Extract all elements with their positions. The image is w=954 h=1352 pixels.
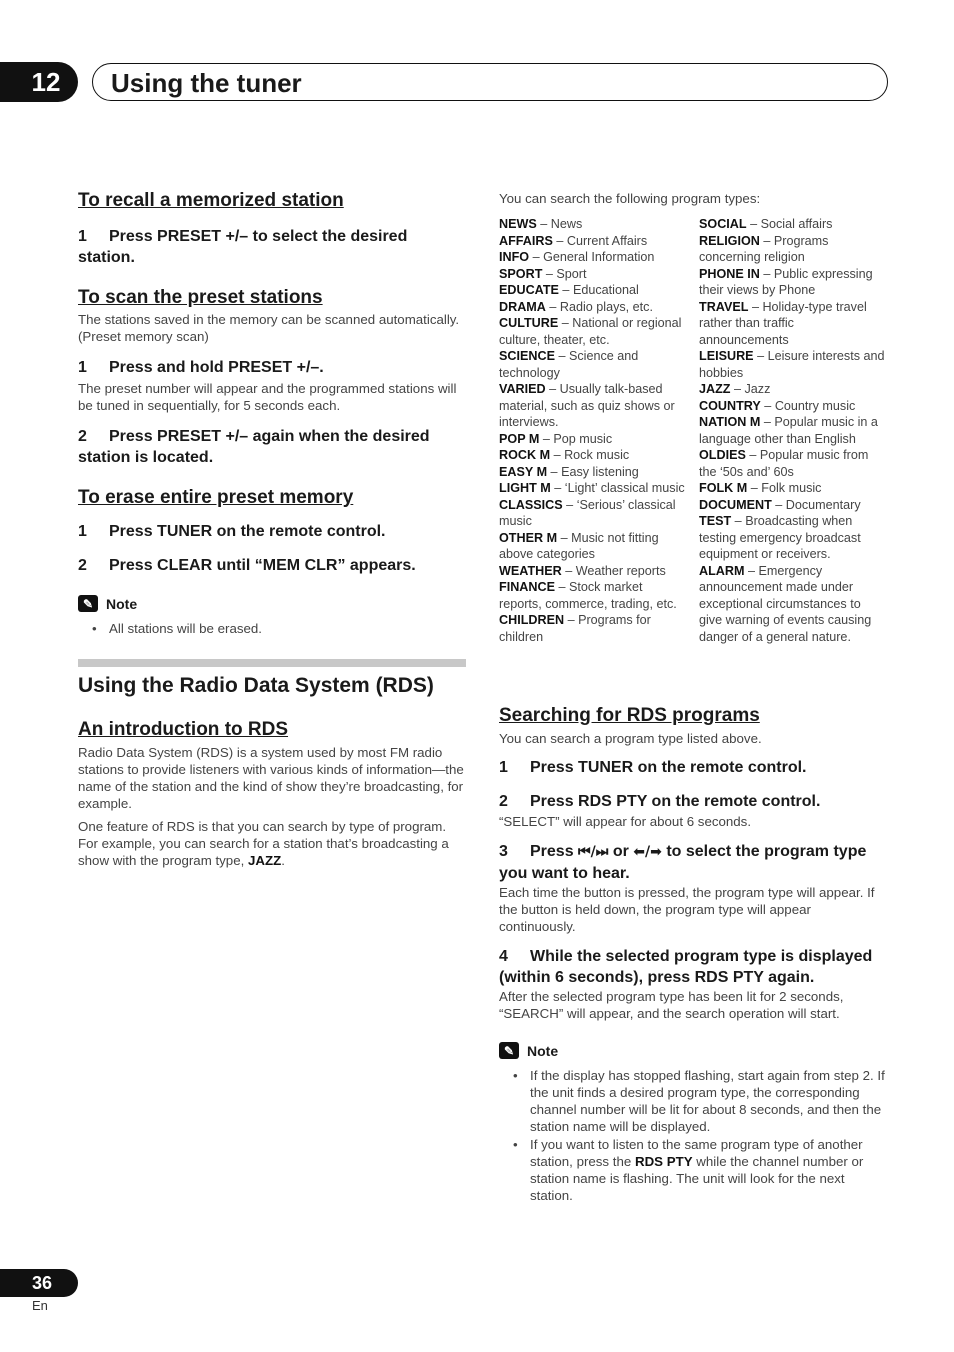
note-bullet-1: • If the display has stopped flashing, start again from step 2. If the unit finds a desired program type, the corresponding channel number will be lit for about 8 seconds, and then the station name will be displayed. (499, 1067, 891, 1135)
program-type-desc: – Social affairs (746, 217, 833, 231)
search-step-3-body: Each time the button is pressed, the program type will appear. If the button is held down, the program type will appear continuously. (499, 885, 875, 934)
step-text: Press (530, 843, 574, 860)
intro-heading: An introduction to RDS (78, 719, 289, 740)
program-type-item (699, 299, 885, 349)
chapter-title-frame (92, 63, 888, 101)
left-column (78, 189, 468, 637)
program-type-desc: – Pop music (539, 431, 613, 446)
note-label: Note (527, 1042, 559, 1059)
program-type-code: DOCUMENT (699, 497, 772, 512)
note-heading (499, 1042, 891, 1059)
program-type-item (499, 266, 685, 283)
search-step-2 (499, 791, 891, 812)
program-type-desc: – Public expressing their views by Phone (699, 266, 873, 297)
program-type-desc: – Educational (558, 283, 639, 297)
step-text: While the selected program type is displayed (within 6 seconds), press RDS PTY again. (499, 948, 873, 986)
program-type-code: LIGHT M (499, 481, 551, 495)
program-type-item (699, 447, 885, 480)
rds-section (78, 673, 468, 869)
program-type-item (699, 216, 885, 233)
program-type-desc: – Sport (542, 266, 587, 281)
erase-step-2 (78, 555, 468, 576)
program-type-code: ALARM (699, 563, 745, 578)
program-type-code: CLASSICS (499, 497, 563, 512)
search-step-3 (499, 841, 891, 884)
program-type-desc: – Jazz (730, 382, 771, 396)
note-heading (78, 595, 468, 612)
program-type-item (699, 233, 885, 266)
program-type-code: POP M (499, 431, 540, 446)
page-number: 36 (32, 1272, 53, 1293)
program-type-desc: – News (536, 217, 583, 231)
scan-step-2 (78, 426, 468, 468)
program-type-item (499, 233, 685, 250)
program-type-code: NEWS (499, 217, 537, 231)
scan-body: The stations saved in the memory can be scanned automatically. (Preset memory scan) (78, 312, 460, 344)
program-type-item (699, 381, 885, 398)
search-body: You can search a program type listed above. (499, 731, 762, 746)
program-type-desc: – Documentary (771, 497, 861, 512)
program-type-item (699, 480, 885, 497)
section-divider-bar (78, 659, 466, 667)
program-type-desc: – ‘Serious’ classical music (499, 497, 676, 528)
program-type-code: EDUCATE (499, 283, 559, 297)
program-type-item (499, 447, 685, 464)
program-type-item (499, 530, 685, 563)
note-b2-end: while the channel number or station name is flashing. The unit will look for the next station. (530, 1154, 864, 1203)
program-type-desc: – Folk music (747, 481, 822, 495)
program-types-column-2 (699, 216, 885, 645)
language-code: En (32, 1298, 48, 1313)
program-type-desc: – Popular music from the ‘50s and’ 60s (699, 448, 869, 479)
note-bullet-2 (499, 1136, 891, 1204)
program-type-desc: – Popular music in a language other than English (699, 415, 878, 446)
program-type-desc: – Holiday-type travel rather than traffic announcements (699, 299, 867, 347)
step-number: 3 (499, 843, 508, 860)
program-type-code: PHONE IN (699, 266, 760, 281)
program-type-item (499, 216, 685, 233)
page-number-badge (0, 1269, 78, 1297)
program-type-item (499, 282, 685, 299)
program-type-item (699, 348, 885, 381)
search-section (499, 704, 891, 1204)
intro-paragraph-2 (78, 818, 468, 869)
recall-step-1 (78, 226, 468, 268)
program-type-desc: – ‘Light’ classical music (550, 481, 685, 495)
program-type-desc: – Programs concerning religion (699, 233, 829, 264)
search-heading: Searching for RDS programs (499, 705, 760, 726)
program-type-item (499, 249, 685, 266)
note-b2-bold: RDS PTY (634, 1154, 693, 1169)
program-type-code: SOCIAL (699, 217, 747, 231)
scan-step-1 (78, 357, 468, 378)
program-type-desc: – Programs for children (499, 613, 651, 644)
program-type-code: RELIGION (699, 233, 760, 248)
program-type-desc: – Radio plays, etc. (545, 299, 653, 314)
program-type-item (499, 348, 685, 381)
program-type-code: COUNTRY (699, 398, 761, 413)
intro-p2-bold: JAZZ (247, 853, 282, 868)
program-type-desc: – Current Affairs (552, 233, 648, 248)
program-types-list (499, 216, 891, 645)
program-type-code: TRAVEL (699, 299, 749, 314)
step-number: 1 (499, 759, 508, 776)
program-type-item (499, 299, 685, 316)
step-text-or: or (612, 843, 629, 860)
step-text-rest: to select the program type you want to hear. (499, 843, 867, 882)
skip-back-forward-icon: ⏮/⏭ (578, 844, 609, 860)
program-type-item (499, 464, 685, 481)
recall-heading: To recall a memorized station (78, 190, 344, 211)
program-type-code: AFFAIRS (499, 233, 553, 248)
program-type-desc: – Stock market reports, commerce, trading, etc. (499, 580, 677, 611)
chapter-number-badge (0, 62, 78, 102)
program-type-desc: – Usually talk-based material, such as quiz shows or interviews. (499, 382, 675, 429)
step-text: Press CLEAR until “MEM CLR” appears. (109, 557, 416, 574)
program-type-item (499, 612, 685, 645)
program-type-desc: – Country music (760, 398, 856, 413)
program-type-code: JAZZ (699, 382, 731, 396)
program-type-code: DRAMA (499, 299, 546, 314)
step-text: Press TUNER on the remote control. (530, 759, 807, 776)
intro-paragraph-1: Radio Data System (RDS) is a system used by most FM radio stations to provide listeners with various kinds of information—the name of the station and the kind of show they’re broadcasting, for example. (78, 745, 464, 811)
note-label: Note (106, 595, 138, 612)
step-number: 2 (499, 793, 508, 810)
program-type-item (699, 414, 885, 447)
note-b2-text: If you want to listen to the same program type of another station, press the (530, 1137, 863, 1169)
step-text: Press and hold PRESET +/–. (109, 359, 324, 376)
chapter-number: 12 (31, 66, 61, 97)
program-type-code: CULTURE (499, 316, 559, 330)
program-type-desc: – Broadcasting when testing emergency broadcast equipment or receivers. (699, 514, 861, 561)
program-type-code: NATION M (699, 415, 761, 429)
search-step-2-body: “SELECT” will appear for about 6 seconds. (499, 814, 752, 829)
program-type-code: SCIENCE (499, 349, 555, 363)
program-type-desc: – Emergency announcement made under exceptional circumstances to give warning of events causing danger of a general nature. (699, 563, 872, 644)
program-type-desc: – Science and technology (499, 349, 639, 380)
program-types-column-1 (499, 216, 685, 645)
program-type-code: FOLK M (699, 481, 748, 495)
program-type-code: LEISURE (699, 349, 754, 363)
program-type-item (699, 563, 885, 646)
scan-step-1-body: The preset number will appear and the programmed stations will be tuned in sequentially, for 5 seconds each. (78, 381, 457, 413)
note-bullet: • All stations will be erased. (78, 620, 468, 637)
program-type-item (499, 381, 685, 431)
step-number: 4 (499, 948, 508, 965)
step-number: 2 (78, 557, 87, 574)
program-type-item (499, 431, 685, 448)
program-type-code: CHILDREN (499, 613, 565, 627)
arrow-left-right-icon: ⬅/➡ (633, 844, 662, 860)
step-number: 1 (78, 228, 87, 245)
step-number: 2 (78, 428, 87, 445)
program-type-desc: – National or regional culture, theater, etc. (499, 316, 682, 347)
program-type-item (499, 563, 685, 580)
program-type-code: ROCK M (499, 448, 551, 462)
program-type-code: VARIED (499, 382, 546, 396)
program-type-code: FINANCE (499, 580, 555, 594)
program-type-code: SPORT (499, 266, 543, 281)
program-type-item (699, 497, 885, 514)
program-type-desc: – Leisure interests and hobbies (699, 349, 885, 380)
program-type-desc: – Weather reports (561, 563, 666, 578)
intro-p2-end: . (281, 853, 285, 868)
search-step-1 (499, 757, 891, 778)
step-number: 1 (78, 359, 87, 376)
erase-heading: To erase entire preset memory (78, 487, 354, 508)
scan-heading: To scan the preset stations (78, 287, 323, 308)
program-type-code: INFO (499, 250, 530, 264)
step-text: Press PRESET +/– again when the desired station is located. (78, 428, 430, 466)
program-type-item (499, 579, 685, 612)
search-step-4-body: After the selected program type has been lit for 2 seconds, “SEARCH” will appear, and the search operation will start. (499, 989, 844, 1021)
program-type-desc: – Rock music (550, 448, 630, 462)
erase-step-1 (78, 521, 468, 542)
step-text: Press PRESET +/– to select the desired station. (78, 228, 408, 266)
program-type-item (499, 315, 685, 348)
program-type-item (499, 480, 685, 497)
types-intro: You can search the following program types: (499, 191, 761, 206)
program-type-desc: – General Information (529, 250, 655, 264)
program-type-code: OTHER M (499, 530, 558, 545)
step-text: Press RDS PTY on the remote control. (530, 793, 821, 810)
program-type-item (699, 266, 885, 299)
right-column (499, 190, 891, 645)
program-type-desc: – Easy listening (547, 464, 639, 479)
rds-heading: Using the Radio Data System (RDS) (78, 674, 434, 697)
program-type-code: OLDIES (699, 448, 746, 462)
program-type-item (499, 497, 685, 530)
program-type-code: EASY M (499, 464, 548, 479)
program-type-item (699, 513, 885, 563)
pencil-icon: ✎ (78, 595, 98, 612)
program-type-code: TEST (699, 514, 732, 528)
intro-p2-text: One feature of RDS is that you can search by type of program. For example, you can search for a station that’s broadcasting a show with the program type, (78, 819, 449, 868)
chapter-title: Using the tuner (111, 68, 302, 98)
program-type-item (699, 398, 885, 415)
step-number: 1 (78, 523, 87, 540)
program-type-desc: – Music not fitting above categories (499, 530, 659, 561)
step-text: Press TUNER on the remote control. (109, 523, 386, 540)
program-type-code: WEATHER (499, 563, 562, 578)
pencil-icon: ✎ (499, 1042, 519, 1059)
search-step-4 (499, 946, 891, 988)
